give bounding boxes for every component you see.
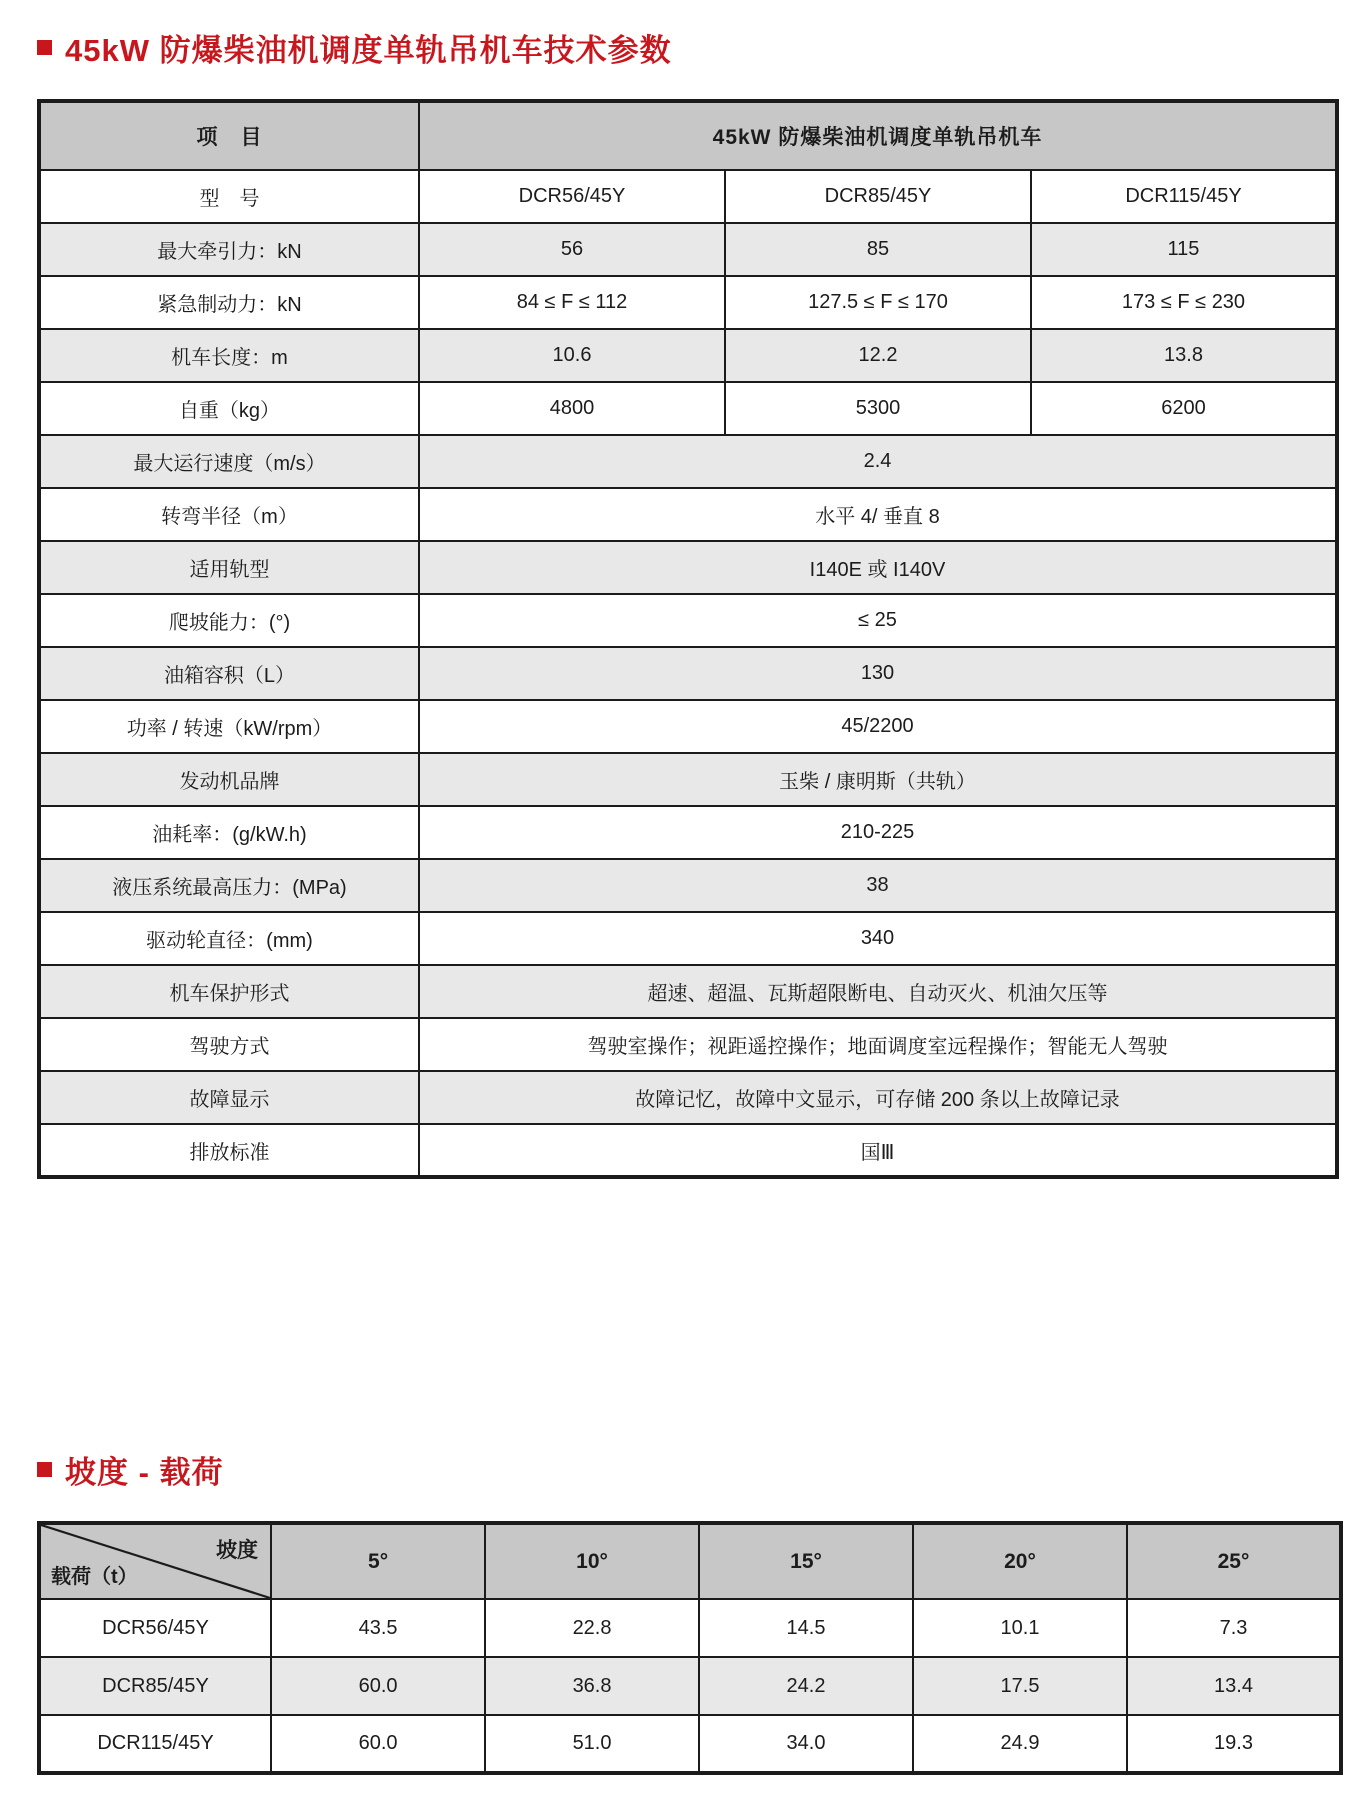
table-row (39, 170, 1337, 223)
cell-value: 340 (419, 912, 1337, 965)
red-square-bullet-icon (37, 1462, 52, 1477)
table-row (39, 700, 1337, 753)
cell-value: 51.0 (485, 1715, 699, 1773)
header-product-title: 45kW 防爆柴油机调度单轨吊机车 (419, 101, 1337, 170)
cell-value: 超速、超温、瓦斯超限断电、自动灭火、机油欠压等 (419, 965, 1337, 1018)
cell-value: 19.3 (1127, 1715, 1341, 1773)
row-label: 机车长度：m (39, 329, 419, 382)
table-row (39, 1071, 1337, 1124)
row-label: 故障显示 (39, 1071, 419, 1124)
cell-value: 4800 (419, 382, 725, 435)
corner-label-slope: 坡度 (216, 1539, 259, 1562)
table-row (39, 753, 1337, 806)
row-label: 功率 / 转速（kW/rpm） (39, 700, 419, 753)
row-label: 最大牵引力：kN (39, 223, 419, 276)
row-label: 最大运行速度（m/s） (39, 435, 419, 488)
header-item-label: 项 目 (39, 101, 419, 170)
table-header-row (39, 101, 1337, 170)
cell-value: 故障记忆，故障中文显示，可存储 200 条以上故障记录 (419, 1071, 1337, 1124)
red-square-bullet-icon (37, 40, 52, 55)
table-row (39, 965, 1337, 1018)
cell-value: DCR85/45Y (725, 170, 1031, 223)
cell-value: 水平 4/ 垂直 8 (419, 488, 1337, 541)
table-row (39, 276, 1337, 329)
cell-value: 13.8 (1031, 329, 1337, 382)
row-label: 转弯半径（m） (39, 488, 419, 541)
section2-title (37, 1447, 1367, 1492)
table-row (39, 1124, 1337, 1177)
corner-label-load: 载荷（t） (51, 1566, 138, 1588)
table-row (39, 859, 1337, 912)
row-label: 驾驶方式 (39, 1018, 419, 1071)
section2-title-text: 坡度 - 载荷 (65, 1455, 224, 1490)
cell-value: 60.0 (271, 1715, 485, 1773)
section1-title-text: 45kW 防爆柴油机调度单轨吊机车技术参数 (65, 33, 672, 68)
table-row (39, 647, 1337, 700)
cell-value: 85 (725, 223, 1031, 276)
column-header: 25° (1127, 1523, 1341, 1599)
table-header-row (39, 1523, 1341, 1599)
table-row (39, 806, 1337, 859)
table-row (39, 1599, 1341, 1657)
section-gap (0, 1179, 1367, 1447)
cell-value: 10.6 (419, 329, 725, 382)
row-label: 驱动轮直径：(mm) (39, 912, 419, 965)
slope-load-table (37, 1521, 1343, 1775)
row-label: 自重（kg） (39, 382, 419, 435)
table-row (39, 1657, 1341, 1715)
row-label: 紧急制动力：kN (39, 276, 419, 329)
cell-value: 14.5 (699, 1599, 913, 1657)
cell-value: 84 ≤ F ≤ 112 (419, 276, 725, 329)
cell-value: ≤ 25 (419, 594, 1337, 647)
table-row (39, 1715, 1341, 1773)
row-label: 发动机品牌 (39, 753, 419, 806)
cell-value: 玉柴 / 康明斯（共轨） (419, 753, 1337, 806)
row-label: 型 号 (39, 170, 419, 223)
column-header: 20° (913, 1523, 1127, 1599)
cell-value: 45/2200 (419, 700, 1337, 753)
diagonal-corner-cell (39, 1523, 271, 1599)
cell-value: I140E 或 I140V (419, 541, 1337, 594)
row-label: 油箱容积（L） (39, 647, 419, 700)
row-model-label: DCR85/45Y (39, 1657, 271, 1715)
row-label: 适用轨型 (39, 541, 419, 594)
table-row (39, 912, 1337, 965)
cell-value: DCR56/45Y (419, 170, 725, 223)
cell-value: 127.5 ≤ F ≤ 170 (725, 276, 1031, 329)
cell-value: 5300 (725, 382, 1031, 435)
cell-value: DCR115/45Y (1031, 170, 1337, 223)
cell-value: 7.3 (1127, 1599, 1341, 1657)
column-header: 5° (271, 1523, 485, 1599)
row-model-label: DCR115/45Y (39, 1715, 271, 1773)
section1-title (37, 0, 1367, 70)
cell-value: 17.5 (913, 1657, 1127, 1715)
table-row (39, 329, 1337, 382)
table-row (39, 541, 1337, 594)
cell-value: 38 (419, 859, 1337, 912)
column-header: 10° (485, 1523, 699, 1599)
row-label: 排放标准 (39, 1124, 419, 1177)
row-model-label: DCR56/45Y (39, 1599, 271, 1657)
cell-value: 24.9 (913, 1715, 1127, 1773)
cell-value: 34.0 (699, 1715, 913, 1773)
cell-value: 210-225 (419, 806, 1337, 859)
cell-value: 173 ≤ F ≤ 230 (1031, 276, 1337, 329)
table-row (39, 382, 1337, 435)
table-row (39, 435, 1337, 488)
column-header: 15° (699, 1523, 913, 1599)
row-label: 液压系统最高压力：(MPa) (39, 859, 419, 912)
cell-value: 驾驶室操作；视距遥控操作；地面调度室远程操作；智能无人驾驶 (419, 1018, 1337, 1071)
table-row (39, 594, 1337, 647)
table-row (39, 1018, 1337, 1071)
cell-value: 22.8 (485, 1599, 699, 1657)
cell-value: 24.2 (699, 1657, 913, 1715)
row-label: 机车保护形式 (39, 965, 419, 1018)
cell-value: 36.8 (485, 1657, 699, 1715)
cell-value: 10.1 (913, 1599, 1127, 1657)
cell-value: 130 (419, 647, 1337, 700)
tech-params-table (37, 99, 1339, 1179)
cell-value: 6200 (1031, 382, 1337, 435)
table-row (39, 488, 1337, 541)
cell-value: 43.5 (271, 1599, 485, 1657)
cell-value: 115 (1031, 223, 1337, 276)
cell-value: 12.2 (725, 329, 1031, 382)
cell-value: 56 (419, 223, 725, 276)
row-label: 爬坡能力：(°) (39, 594, 419, 647)
cell-value: 60.0 (271, 1657, 485, 1715)
row-label: 油耗率：(g/kW.h) (39, 806, 419, 859)
cell-value: 13.4 (1127, 1657, 1341, 1715)
cell-value: 2.4 (419, 435, 1337, 488)
table-row (39, 223, 1337, 276)
cell-value: 国Ⅲ (419, 1124, 1337, 1177)
